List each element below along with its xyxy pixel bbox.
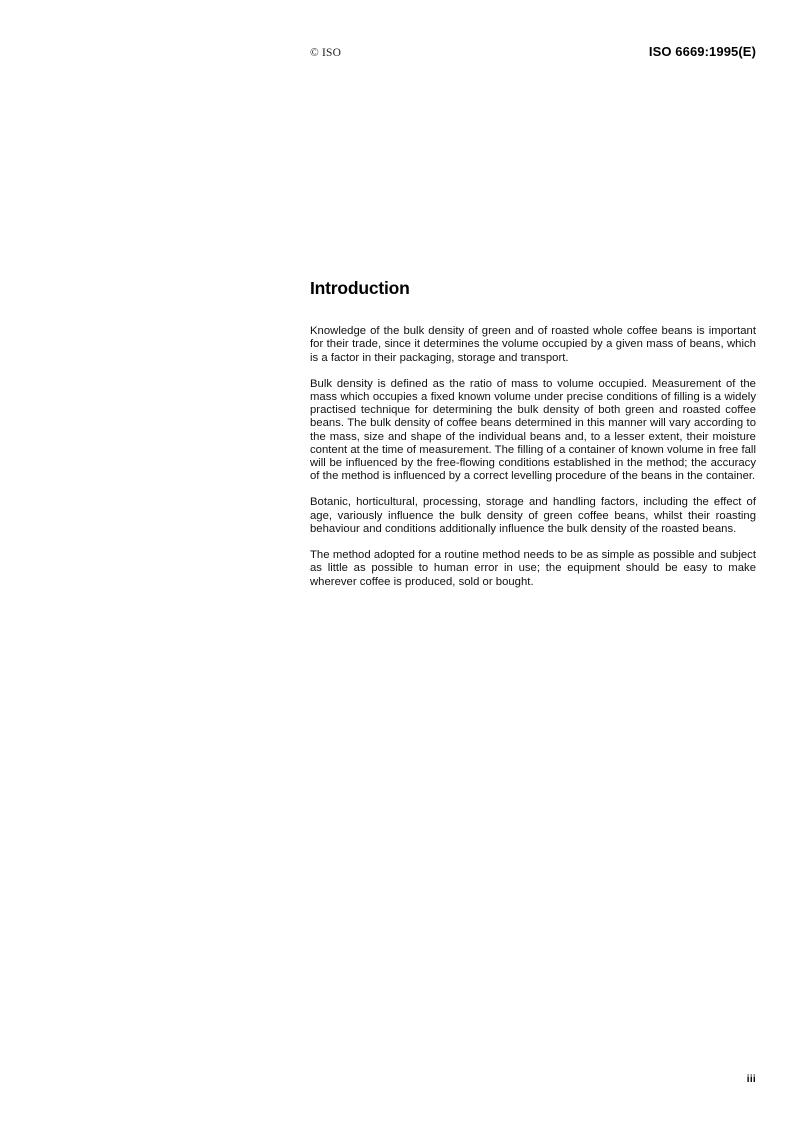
document-reference: ISO 6669:1995(E)	[648, 44, 756, 59]
body-paragraph: Bulk density is defined as the ratio of mass to volume occupied. Measurement of the mass which occupies a fixed known volume under precise conditions of filling is a widely practised technique for determining the bulk density of both green and roasted coffee beans. The bulk density of coffee beans determined in this manner will vary according to the mass, size and shape of the individual beans and, to a lesser extent, their moisture content at the time of measurement. The filling of a container of known volume in free fall will be influenced by the free-flowing conditions established in the method; the accuracy of the method is influenced by a correct levelling procedure of the beans in the container.	[310, 377, 756, 483]
body-paragraph: Botanic, horticultural, processing, storage and handling factors, including the effect of age, variously influence the bulk density of green coffee beans, whilst their roasting behaviour and conditions additionally influence the bulk density of the roasted beans.	[310, 496, 756, 535]
page-number: iii	[746, 1074, 756, 1085]
body-paragraph: Knowledge of the bulk density of green and of roasted whole coffee beans is important for their trade, since it determines the volume occupied by a given mass of beans, which is a factor in their packaging, storage and transport.	[310, 325, 756, 364]
body-paragraph: The method adopted for a routine method needs to be as simple as possible and subject as little as possible to human error in use; the equipment should be easy to make wherever coffee is produced, sold or bought.	[310, 549, 756, 588]
section-heading: Introduction	[310, 278, 410, 298]
document-body	[310, 279, 756, 589]
copyright-notice: © ISO	[310, 47, 342, 59]
running-header	[310, 44, 756, 59]
